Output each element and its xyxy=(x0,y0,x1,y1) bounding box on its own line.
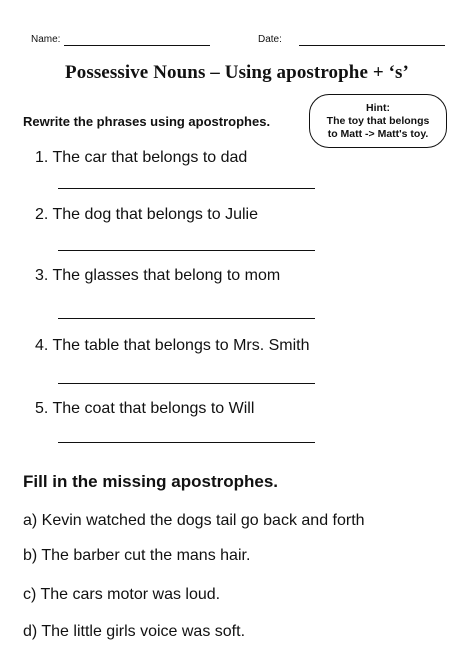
rewrite-instruction: Rewrite the phrases using apostrophes. xyxy=(23,114,271,129)
rewrite-item: 3. The glasses that belong to mom xyxy=(35,267,281,284)
name-field[interactable] xyxy=(64,45,210,46)
hint-line: to Matt -> Matt's toy. xyxy=(327,128,429,140)
fill-in-item: c) The cars motor was loud. xyxy=(23,586,221,603)
page-title: Possessive Nouns – Using apostrophe + ‘s’ xyxy=(65,62,409,83)
fill-in-instruction: Fill in the missing apostrophes. xyxy=(23,472,279,491)
rewrite-item: 2. The dog that belongs to Julie xyxy=(35,206,258,223)
rewrite-item: 5. The coat that belongs to Will xyxy=(35,400,255,417)
hint-title: Hint: xyxy=(366,102,390,114)
hint-line: The toy that belongs xyxy=(326,115,430,127)
name-label: Name: xyxy=(31,34,61,45)
hint-box xyxy=(309,94,447,148)
fill-in-item: b) The barber cut the mans hair. xyxy=(23,547,251,564)
answer-line[interactable] xyxy=(58,383,315,384)
date-field[interactable] xyxy=(299,45,445,46)
date-label: Date: xyxy=(258,34,282,45)
answer-line[interactable] xyxy=(58,250,315,251)
rewrite-item: 1. The car that belongs to dad xyxy=(35,149,248,166)
fill-in-item: a) Kevin watched the dogs tail go back and forth xyxy=(23,512,365,529)
answer-line[interactable] xyxy=(58,442,315,443)
rewrite-item: 4. The table that belongs to Mrs. Smith xyxy=(35,337,310,354)
answer-line[interactable] xyxy=(58,318,315,319)
fill-in-item: d) The little girls voice was soft. xyxy=(23,623,246,640)
answer-line[interactable] xyxy=(58,188,315,189)
